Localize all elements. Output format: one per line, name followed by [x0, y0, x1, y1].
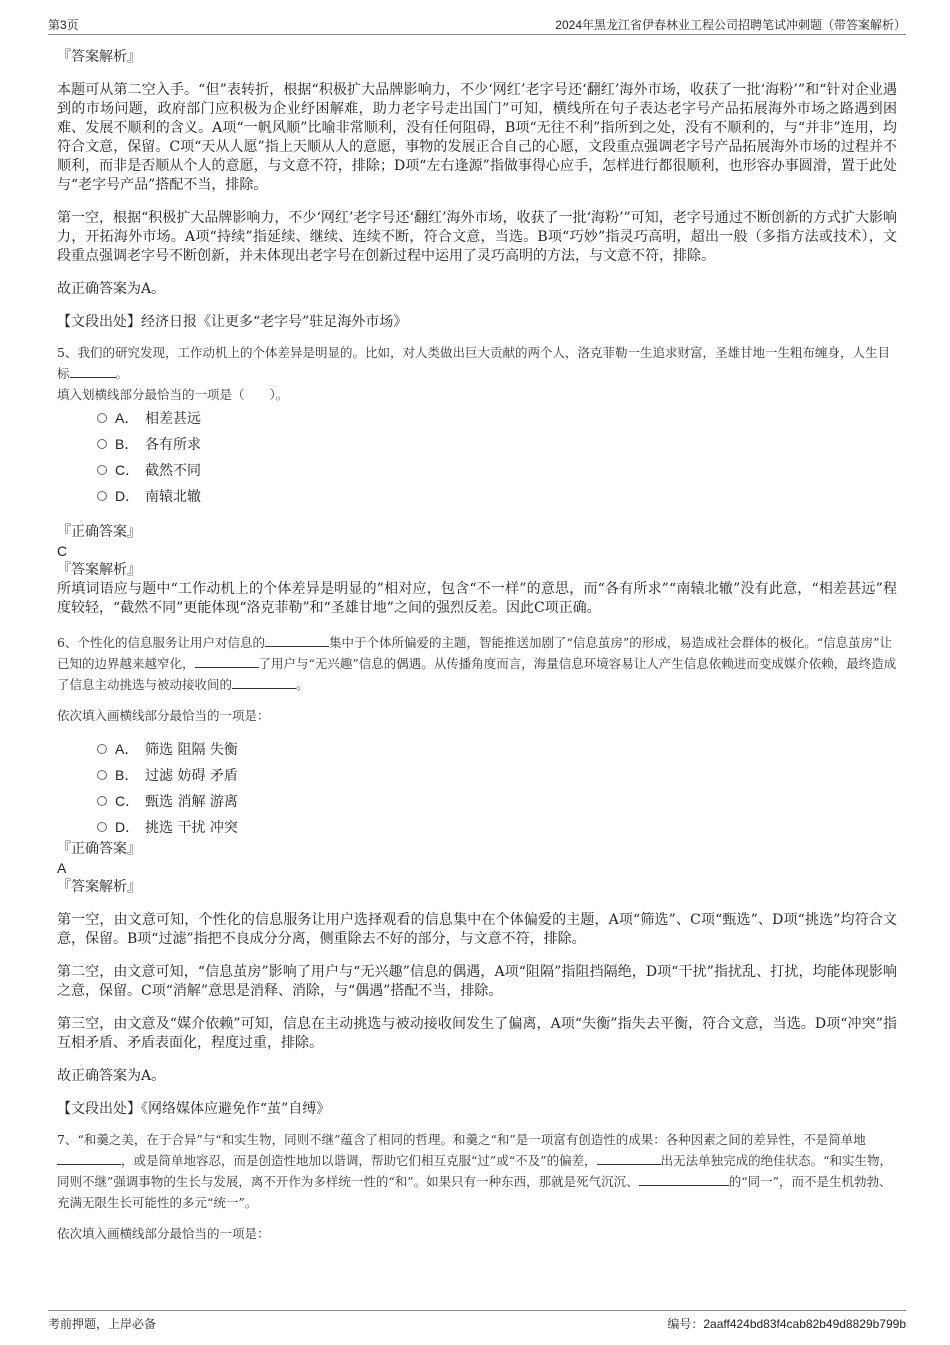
q6-answer-label: 『正确答案』 — [57, 841, 141, 857]
footer-slogan: 考前押题，上岸必备 — [48, 1317, 157, 1331]
q6-analysis-para2: 第二空，由文意可知，“信息茧房”影响了用户与“无兴趣”信息的偶遇，A项“阻隔”指阻挡隔绝，D项“干扰”指扰乱、打扰，均能体现影响之意，保留。C项“消解”意思是消释、消除，与“偶遇”搭配不当，排除。 — [57, 964, 897, 999]
q6-analysis-label: 『答案解析』 — [57, 879, 141, 895]
q4-analysis-label: 『答案解析』 — [57, 49, 141, 65]
q7-blank-2 — [597, 1152, 661, 1165]
q7-prompt: 依次填入画横线部分最恰当的一项是： — [57, 1226, 270, 1241]
q4-conclusion: 故正确答案为A。 — [57, 281, 166, 297]
q5-option-a[interactable]: A． 相差甚远 — [97, 405, 897, 431]
q5-analysis-label: 『答案解析』 — [57, 562, 141, 578]
radio-icon[interactable] — [97, 491, 107, 501]
q6-stem: 6、个性化的信息服务让用户对信息的 集中于个体所偏爱的主题，智能推送加剧了“信息茧房”的形成，易造成社会群体的极化。“信息茧房”让已知的边界越来越窄化， 了用户与“无兴趣”信息的偶遇。从传播角度而言，海量信息环境容易让人产生信息依赖进而变成媒介依赖，最终造成了信息主动挑选与被动接收间的 。 — [57, 635, 897, 692]
q5-options — [97, 405, 897, 509]
q6-analysis-para3: 第三空，由文意及“媒介依赖”可知，信息在主动挑选与被动接收间发生了偏离，A项“失衡”指失去平衡，符合文意，当选。D项“冲突”指互相矛盾、矛盾表面化，程度过重，排除。 — [57, 1016, 897, 1051]
radio-icon[interactable] — [97, 770, 107, 780]
q6-option-d[interactable]: D． 挑选 干扰 冲突 — [97, 814, 897, 840]
radio-icon[interactable] — [97, 439, 107, 449]
radio-icon[interactable] — [97, 744, 107, 754]
q5-answer: C — [57, 543, 68, 559]
q5-answer-label: 『正确答案』 — [57, 524, 141, 540]
q6-option-b[interactable]: B． 过滤 妨碍 矛盾 — [97, 762, 897, 788]
q5-option-d[interactable]: D． 南辕北辙 — [97, 483, 897, 509]
q7-blank-3 — [639, 1173, 729, 1186]
q6-source: 【文段出处】《网络媒体应避免作“茧”自缚》 — [57, 1101, 331, 1117]
q5-prompt: 填入划横线部分最恰当的一项是（ ）。 — [57, 387, 289, 402]
q4-analysis-para2: 第一空，根据“积极扩大品牌影响力，不少‘网红’老字号还‘翻红’海外市场，收获了一批‘海粉’”可知，老字号通过不断创新的方式扩大影响力，开拓海外市场。A项“持续”指延续、继续、连续不断，符合文意，当选。B项“巧妙”指灵巧高明，超出一般（多指方法或技术），文段重点强调老字号不断创新，并未体现出老字号在创新过程中运用了灵巧高明的方法，与文意不符，排除。 — [57, 210, 897, 264]
radio-icon[interactable] — [97, 796, 107, 806]
q5-option-b[interactable]: B． 各有所求 — [97, 431, 897, 457]
radio-icon[interactable] — [97, 465, 107, 475]
q4-source: 【文段出处】经济日报《让更多“老字号”驻足海外市场》 — [57, 314, 408, 330]
q5-blank — [70, 365, 116, 378]
document-body — [57, 48, 897, 1244]
q6-blank-2 — [195, 655, 259, 668]
q6-analysis-para1: 第一空，由文意可知，个性化的信息服务让用户选择观看的信息集中在个体偏爱的主题，A项“筛选”、C项“甄选”、D项“挑选”均符合文意，保留。B项“过滤”指把不良成分分离，侧重除去不好的部分，与文意不符，排除。 — [57, 912, 897, 947]
q6-option-a[interactable]: A． 筛选 阻隔 失衡 — [97, 736, 897, 762]
q7-stem: 7、“和羹之美，在于合异”与“和实生物，同则不继”蕴含了相同的哲理。和羹之“和”是一项富有创造性的成果：各种因素之间的差异性，不是简单地，或是简单地容忍，而是创造性地加以谐调，帮助它们相互克服“过”或“不及”的偏差， 出无法单独完成的绝佳状态。“和实生物，同则不继”强调事物的生长与发展，离不开作为多样统一性的“和”。如果只有一种东西，那就是死气沉沉、 的“同一”，而不是生机勃勃、充满无限生长可能性的多元“统一”。 — [57, 1132, 892, 1210]
radio-icon[interactable] — [97, 413, 107, 423]
q6-conclusion: 故正确答案为A。 — [57, 1068, 166, 1084]
q4-analysis-para1: 本题可从第二空入手。“但”表转折，根据“积极扩大品牌影响力，不少‘网红’老字号还‘翻红’海外市场，收获了一批‘海粉’”和“针对企业遇到的市场问题，政府部门应积极为企业纾困解难，助力老字号走出国门”可知，横线所在句子表达老字号产品拓展海外市场之路遇到困难、发展不顺利的含义。A项“一帆风顺”比喻非常顺利，没有任何阻碍，B项“无往不利”指所到之处，没有不顺利的，与“并非”连用，均符合文意，保留。C项“天从人愿”指上天顺从人的意愿，事物的发展正合自己的心愿，文段重点强调老字号产品拓展海外市场的过程并不顺利，而非是否顺从个人的意愿，与文意不符，排除；D项“左右逢源”指做事得心应手，怎样进行都很顺利，也形容办事圆滑，置于此处与“老字号产品”搭配不当，排除。 — [57, 82, 897, 193]
q6-blank-1 — [265, 634, 329, 647]
q6-option-c[interactable]: C． 甄选 消解 游离 — [97, 788, 897, 814]
page-footer — [48, 1310, 906, 1331]
document-code: 编号：2aaff424bd83f4cab82b49d8829b799b — [667, 1317, 906, 1331]
q6-prompt: 依次填入画横线部分最恰当的一项是： — [57, 708, 270, 723]
radio-icon[interactable] — [97, 822, 107, 832]
q6-answer: A — [57, 860, 67, 876]
q5-stem: 5、我们的研究发现，工作动机上的个体差异是明显的。比如，对人类做出巨大贡献的两个人，洛克菲勒一生追求财富，圣雄甘地一生粗布缠身，人生目标 。 — [57, 345, 890, 381]
page-number: 第3页 — [48, 18, 79, 32]
q6-options — [97, 736, 897, 840]
q6-blank-3 — [232, 676, 296, 689]
document-title: 2024年黑龙江省伊春林业工程公司招聘笔试冲刺题（带答案解析） — [555, 18, 906, 32]
q5-analysis: 所填词语应与题中“工作动机上的个体差异是明显的”相对应，包含“不一样”的意思，而“各有所求”“南辕北辙”没有此意，“相差甚远”程度较轻，“截然不同”更能体现“洛克菲勒”和“圣雄甘地”之间的强烈反差。因此C项正确。 — [57, 581, 897, 616]
q7-blank-1 — [57, 1152, 121, 1165]
page-header — [48, 14, 906, 35]
q5-option-c[interactable]: C． 截然不同 — [97, 457, 897, 483]
